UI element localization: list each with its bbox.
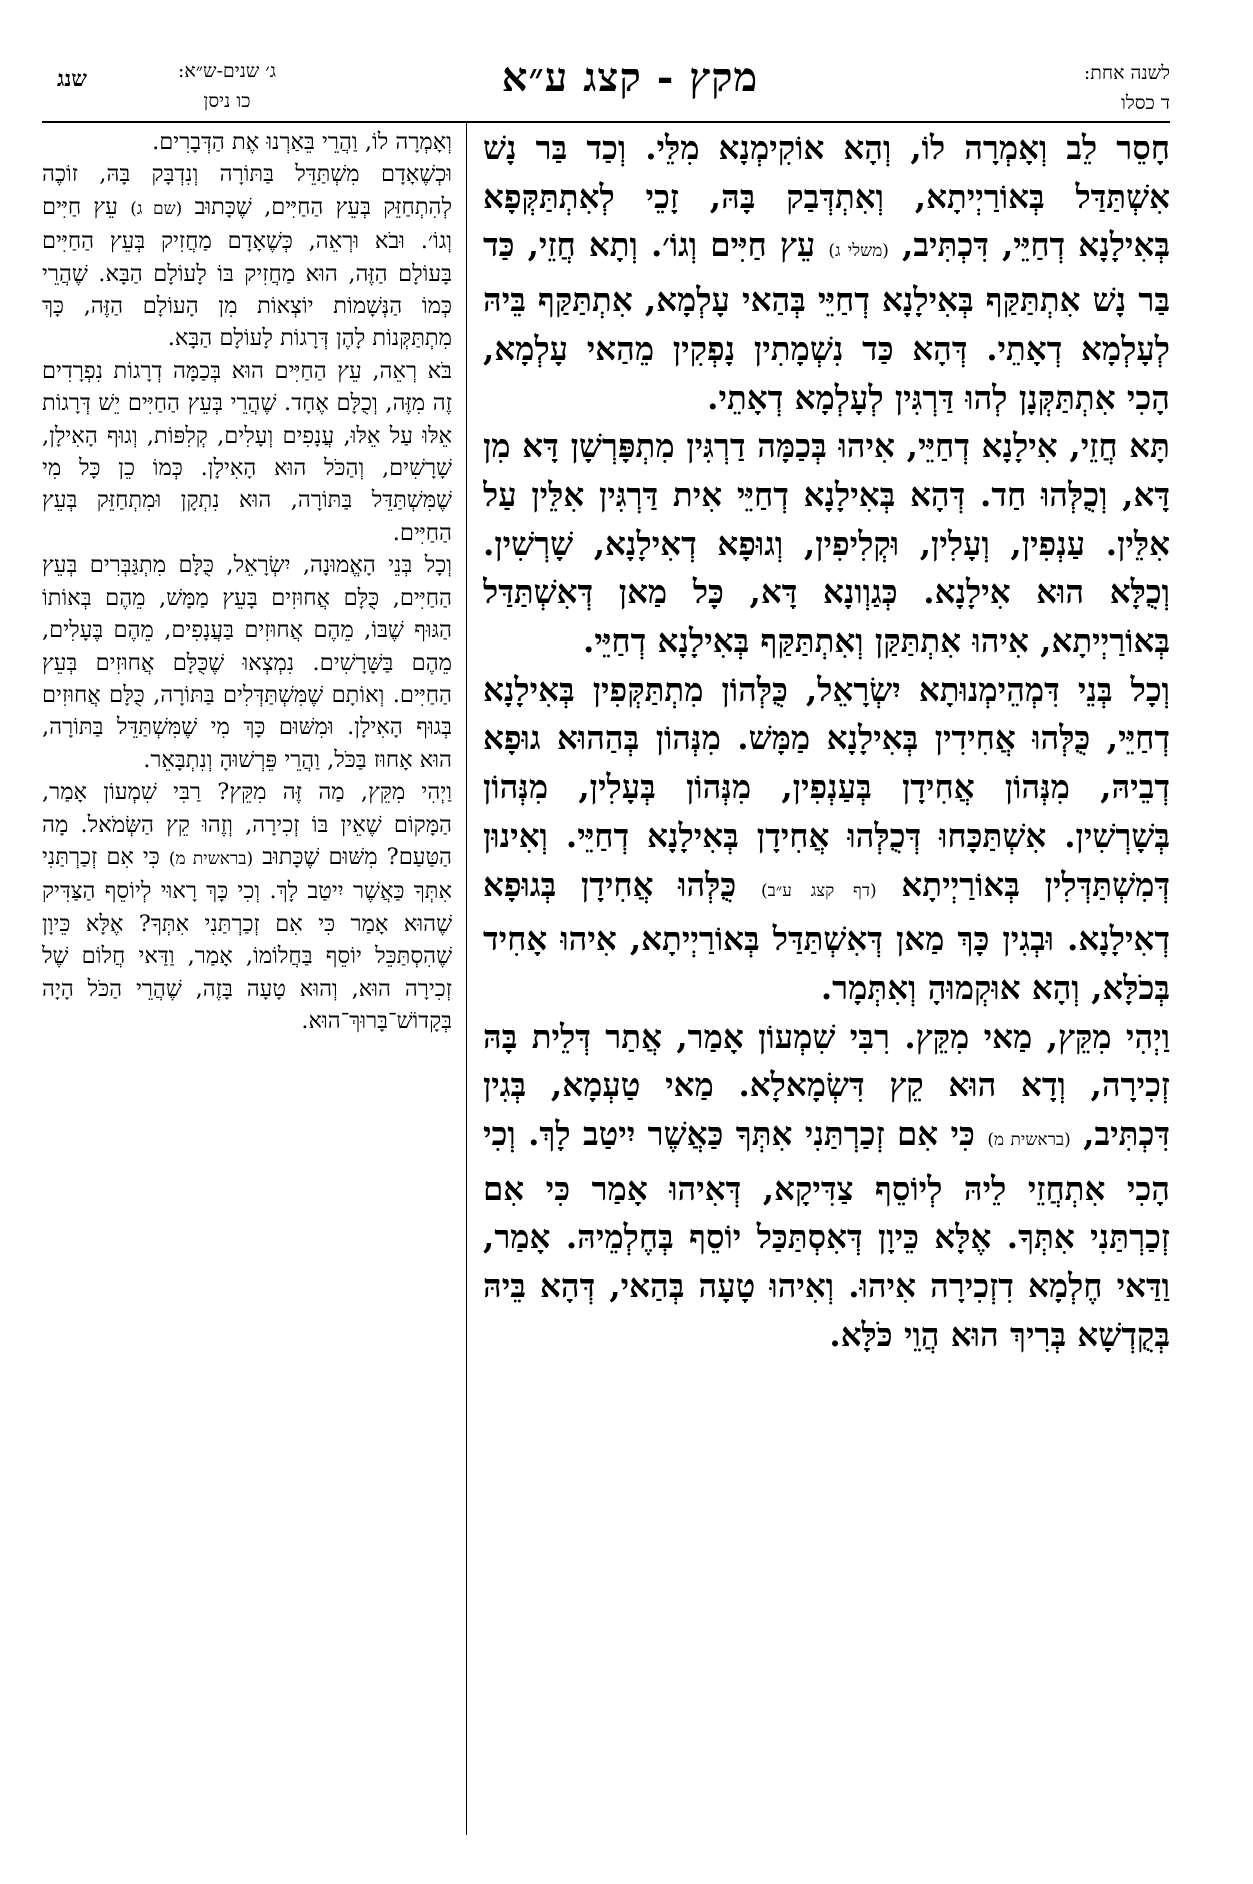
side-text: וַיְהִי מִקֵּץ, מַה זֶּה מִקֵּץ? רַבִּי שִׁמְעוֹן אָמַר, הַמָּקוֹם שֶׁאֵין בּוֹ זְכִירָה, וְזֶהוּ קֵץ הַשְּׂמֹאל. מָה הַטַּעַם? מִשּׁוּם שֶׁכָּתוּב (42, 779, 452, 870)
hebrew-translation-column (42, 126, 452, 1846)
side-text: וְאָמְרָה לוֹ, וַהֲרֵי בֵּאַרְנוּ אֶת הַדְּבָרִים. (152, 129, 452, 155)
main-text: תָּא חֲזֵי, אִילָנָא דְחַיֵּי, אִיהוּ בְּכַמָּה דַרְגִּין מִתְפָּרְשָׁן דָּא מִן דָּא, וְכֻלְּהוּ חַד. דְּהָא בְּאִילָנָא דְחַיֵּי אִית דַּרְגִּין אִלֵּין עַל אִלֵּין. עַנְפִין, וְעָלִין, וּקְלִיפִין, וְגוּפָא דְאִילָנָא, שָׁרְשִׁין. וְכֻלָּא הוּא אִילָנָא. כְּגַוְונָא דָּא, כָּל מַאן דְּאִשְׁתַּדַּל בְּאוֹרַיְיתָא, אִיהוּ אִתְתַּקַּן וְאִתְתַּקַּף בְּאִילָנָא דְחַיֵּי. (483, 426, 1170, 661)
main-text: וְכָל בְּנֵי דִּמְהֵימְנוּתָא יִשְׂרָאֵל, כֻּלְּהוֹן מִתְתַּקְּפִין בְּאִילָנָא דְחַיֵּי, כֻּלְּהוּ אֲחִידִין בְּאִילָנָא מַמָּשׁ. מִנְּהוֹן בְּהַהוּא גוּפָא דְבֵיהּ, מִנְּהוֹן אֲחִידָן בְּעַנְפִין, מִנְּהוֹן בְּעָלִין, מִנְּהוֹן בְּשָׁרְשִׁין. אִשְׁתַּכָּחוּ דְּכֻלְּהוּ אֲחִידָן בְּאִילָנָא דְחַיֵּי. וְאִינוּן דְּמִשְׁתַּדְּלִין בְּאוֹרַיְיתָא (483, 669, 1170, 904)
side-paragraph-5 (42, 776, 452, 1037)
side-paragraph-4 (42, 549, 452, 776)
side-paragraph-1 (42, 126, 452, 158)
page-title: מקץ - קצג ע״א (501, 54, 759, 101)
main-text: כֻּלְּהוּ אֲחִידָן בְּגוּפָא דְאִילָנָא. וּבְגִין כָּךְ מַאן דְּאִשְׁתַּדַּל בְּאוֹרַיְיתָא, אִיהוּ אָחִיד בְּכֹלָּא, וְהָא אוּקְמוּהָ וְאִתְּמָר. (483, 864, 1170, 1007)
side-text: כִּי אִם זְכַרְתַּנִי אִתְּךָ כַּאֲשֶׁר יִיטַב לָךְ. וְכִי כָּךְ רָאוּי לְיוֹסֵף הַצַּדִּיק שֶׁהוּא אָמַר כִּי אִם זְכַרְתַּנִי אִתְּךָ? אֶלָּא כֵּיוָן שֶׁהִסְתַּכֵּל יוֹסֵף בַּחֲלוֹמוֹ, אָמַר, וַדַּאי חֲלוֹם שֶׁל זְכִירָה הוּא, וְהוּא טָעָה בָּזֶה, שֶׁהֲרֵי הַכֹּל הָיָה בְּקָדוֹשׁ־בָּרוּךְ־הוּא. (42, 843, 452, 1034)
main-text: כִּי אִם זְכַרְתַּנִי אִתְּךָ כַּאֲשֶׁר יִיטַב לָךְ. וְכִי הָכִי אִתְחֲזֵי לֵיהּ לְיוֹסֵף צַדִּיקָא, דְּאִיהוּ אָמַר כִּי אִם זְכַרְתַּנִי אִתְּךָ. אֶלָּא כֵּיוָן דְּאִסְתַּכַּל יוֹסֵף בְּחֶלְמֵיהּ. אָמַר, וַדַּאי חֶלְמָא דִזְכִירָה אִיהוּ. וְאִיהוּ טָעָה בְּהַאי, דְּהָא בֵּיהּ בְּקֻדְשָׁא בְּרִיךְ הוּא הֲוֵי כֹּלָּא. (483, 1114, 1170, 1354)
one-year-schedule (1000, 58, 1170, 118)
main-paragraph-1 (483, 124, 1170, 422)
one-year-date: ד כסלו (1120, 92, 1170, 114)
main-paragraph-3 (483, 666, 1170, 1013)
one-year-note: לשנה אחת: (1083, 62, 1170, 84)
source-reference: (בראשית מ) (987, 1130, 1071, 1151)
side-text: וּכְשֶׁאָדָם מִשְׁתַּדֵּל בַּתּוֹרָה וְנִדְבָּק בָּהּ, זוֹכֶה לְהִתְחַזֵּק בְּעֵץ הַחַיִּים, שֶׁכָּתוּב (42, 161, 452, 220)
side-paragraph-2 (42, 158, 452, 354)
side-text: בֹּא רְאֵה, עֵץ הַחַיִּים הוּא בְּכַמָּה דְרָגוֹת נִפְרָדִים זֶה מִזֶּה, וְכֻלָּם אֶחָד. שֶׁהֲרֵי בְּעֵץ הַחַיִּים יֵשׁ דְּרָגוֹת אֵלּוּ עַל אֵלּוּ, עֲנָפִים וְעָלִים, קְלִפּוֹת, וְגוּף הָאִילָן, שָׁרָשִׁים, וְהַכֹּל הוּא הָאִילָן. כְּמוֹ כֵן כָּל מִי שֶׁמִּשְׁתַּדֵּל בַּתּוֹרָה, הוּא נִתְקָן וּמִתְחַזֵּק בְּעֵץ הַחַיִּים. (42, 357, 452, 546)
side-paragraph-3 (42, 355, 452, 549)
main-text: חָסֵר לֵב וְאָמְרָה לוֹ, וְהָא אוֹקִימְנָא מִלֵּי. וְכַד בַּר נָשׁ אִשְׁתַּדַּל בְּאוֹרַיְיתָא, וְאִתְדְּבַק בָּהּ, זָכֵי לְאִתְתַּקְּפָא בְּאִילָנָא דְחַיֵּי, דִּכְתִּיב, (483, 128, 1170, 265)
header-rule (42, 121, 1170, 123)
side-text: עֵץ חַיִּים וְגוֹ׳. וּבֹא וּרְאֵה, כְּשֶׁאָדָם מַחֲזִיק בְּעֵץ הַחַיִּים בָּעוֹלָם הַזֶּה, הוּא מַחֲזִיק בּוֹ לָעוֹלָם הַבָּא. שֶׁהֲרֵי כְּמוֹ הַנְּשָׁמוֹת יוֹצְאוֹת מִן הָעוֹלָם הַזֶּה, כָּךְ מִתְתַּקְּנוֹת לָהֶן דְּרָגוֹת לָעוֹלָם הַבָּא. (42, 193, 452, 352)
source-reference: (בראשית מ) (168, 848, 254, 869)
three-year-date: כו ניסן (203, 90, 251, 112)
main-text: עֵץ חַיִּים וְגוֹ׳. וְתָא חֲזֵי, כַּד בַּר נָשׁ אִתְתַּקַּף בְּאִילָנָא דְחַיֵּי בְּהַאי עָלְמָא, אִתְתַּקַּף בֵּיהּ לְעָלְמָא דְאָתֵי. דְּהָא כַּד נִשְׁמָתִין נָפְקִין מֵהַאי עָלְמָא, הָכִי אִתְתַּקְּנָן לְהוּ דַּרְגִּין לְעָלְמָא דְאָתֵי. (483, 225, 1170, 417)
column-divider (466, 123, 467, 1835)
main-paragraph-2 (483, 422, 1170, 666)
main-paragraph-4 (483, 1013, 1170, 1360)
main-text: וַיְהִי מִקֵּץ, מַאי מִקֵּץ. רִבִּי שִׁמְעוֹן אָמַר, אֲתַר דְּלֵית בָּהּ זְכִירָה, וְדָא הוּא קֵץ דִּשְׂמָאלָא. מַאי טַעְמָא, בְּגִין דִּכְתִּיב, (483, 1016, 1170, 1154)
source-reference: (משלי ג) (828, 241, 889, 262)
source-reference: (שם ג) (130, 198, 183, 219)
page-reference: (דף קצג ע״ב) (760, 880, 877, 901)
three-year-schedule (112, 56, 342, 116)
side-text: וְכָל בְּנֵי הָאֱמוּנָה, יִשְׂרָאֵל, כֻּלָּם מִתְגַּבְּרִים בְּעֵץ הַחַיִּים, כֻּלָּם אֲחוּזִים בָּעֵץ מַמָּשׁ, מֵהֶם בְּאוֹתוֹ הַגּוּף שֶׁבּוֹ, מֵהֶם אֲחוּזִים בַּעֲנָפִים, מֵהֶם בֶּעָלִים, מֵהֶם בַּשָּׁרָשִׁים. נִמְצְאוּ שֶׁכֻּלָּם אֲחוּזִים בְּעֵץ הַחַיִּים. וְאוֹתָם שֶׁמִּשְׁתַּדְּלִים בַּתּוֹרָה, כֻּלָּם אֲחוּזִים בְּגוּף הָאִילָן. וּמִשּׁוּם כָּךְ מִי שֶׁמִּשְׁתַּדֵּל בַּתּוֹרָה, הוּא אָחוּז בַּכֹּל, וַהֲרֵי פֵּרְשׁוּהָ וְנִתְבָּאֵר. (42, 552, 452, 773)
aramaic-column (483, 124, 1170, 1844)
page-number: שנג (57, 66, 87, 92)
three-year-note: ג׳ שנים-ש״א: (177, 60, 277, 82)
